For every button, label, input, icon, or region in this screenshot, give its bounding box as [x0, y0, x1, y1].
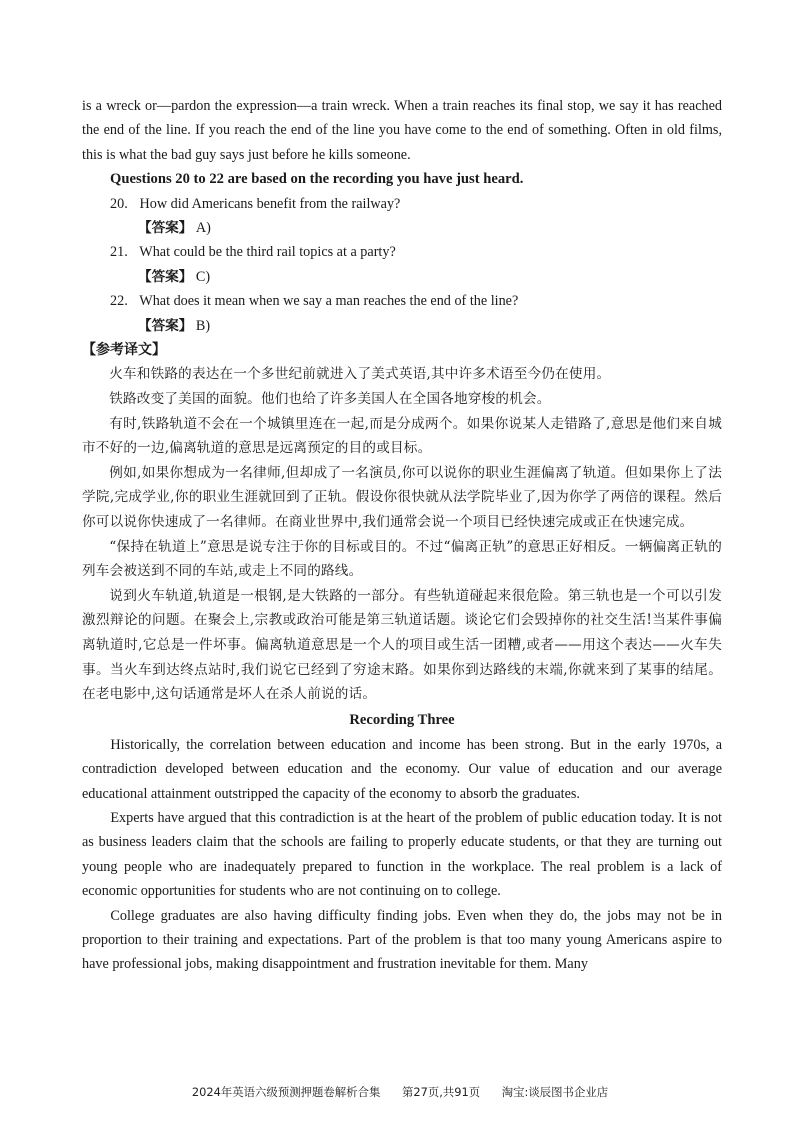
question-number: 22. [110, 293, 128, 310]
questions-heading: Questions 20 to 22 are based on the recording you have just heard. [110, 171, 524, 188]
translation-paragraph: 例如,如果你想成为一名律师,但却成了一名演员,你可以说你的职业生涯偏离了轨道。但如果你上了法学院,完成学业,你的职业生涯就回到了正轨。假设你很快就从法学院毕业了,因为你学了两倍的课程。然后你可以说你快速成了一名律师。在商业世界中,我们通常会说一个项目已经快速完成或正在快速完成。 [82, 464, 722, 531]
translation-heading: 【参考译文】 [82, 342, 166, 359]
translation-body [82, 362, 722, 706]
translation-paragraph: 火车和铁路的表达在一个多世纪前就进入了美式英语,其中许多术语至今仍在使用。 [109, 366, 611, 383]
question-item [82, 289, 722, 313]
question-list [82, 192, 722, 338]
recording-paragraph: Experts have argued that this contradiction is at the heart of the problem of public education today. It is not as business leaders claim that the schools are failing to properly educate students, or that they are turning out young people who are inadequately prepared to function in the workplace. The real problem is a lack of economic opportunities for students who are not continuing on to college. [82, 810, 722, 900]
recording-body [82, 733, 722, 977]
answer-line [82, 265, 722, 289]
recording-paragraph: College graduates are also having difficulty finding jobs. Even when they do, the jobs may not be in proportion to their training and expectations. Part of the problem is that too many young Americans aspire to have professional jobs, making disappointment and frustration inevitable for them. Many [82, 907, 722, 973]
answer-label: 【答案】 [138, 220, 193, 237]
question-number: 21. [110, 244, 128, 261]
recording-title: Recording Three [349, 711, 455, 728]
answer-line [82, 314, 722, 338]
answer-value: C) [195, 268, 211, 285]
question-text: How did Americans benefit from the railway? [139, 195, 401, 212]
answer-line [82, 216, 722, 240]
recording-paragraph: Historically, the correlation between education and income has been strong. But in the early 1970s, a contradiction developed between education and the economy. Our value of education and our average educational attainment outstripped the capacity of the economy to absorb the graduates. [82, 736, 722, 802]
continued-paragraph: is a wreck or—pardon the expression—a train wreck. When a train reaches its final stop, we say it has reached the end of the line. If you reach the end of the line you have come to the end of something. Often in old films, this is what the bad guy says just before he kills someone. [82, 98, 722, 163]
answer-label: 【答案】 [138, 317, 193, 334]
page-footer [0, 1084, 800, 1100]
translation-paragraph: 说到火车轨道,轨道是一根钢,是大铁路的一部分。有些轨道碰起来很危险。第三轨也是一个可以引发激烈辩论的问题。在聚会上,宗教或政治可能是第三轨道话题。谈论它们会毁掉你的社交生活!当某件事偏离轨道时,它总是一件坏事。偏离轨道意思是一个人的项目或生活一团糟,或者——用这个表达——火车失事。当火车到达终点站时,我们说它已经到了穷途末路。如果你到达路线的末端,你就来到了某事的结尾。在老电影中,这句话通常是坏人在杀人前说的话。 [82, 587, 722, 703]
footer-shop: 淘宝:谈辰图书企业店 [501, 1085, 609, 1099]
footer-collection-title: 2024年英语六级预测押题卷解析合集 [191, 1085, 381, 1099]
question-item [82, 240, 722, 264]
question-text: What does it mean when we say a man reaches the end of the line? [139, 293, 519, 310]
question-text: What could be the third rail topics at a party? [139, 244, 396, 261]
question-number: 20. [110, 195, 128, 212]
translation-paragraph: 铁路改变了美国的面貌。他们也给了许多美国人在全国各地穿梭的机会。 [109, 391, 551, 408]
translation-paragraph: 有时,铁路轨道不会在一个城镇里连在一起,而是分成两个。如果你说某人走错路了,意思是他们来自城市不好的一边,偏离轨道的意思是远离预定的目的或目标。 [82, 415, 722, 457]
question-item [82, 192, 722, 216]
footer-page-number: 第27页,共91页 [401, 1085, 481, 1099]
answer-value: A) [195, 220, 211, 237]
answer-label: 【答案】 [138, 268, 193, 285]
answer-value: B) [195, 317, 211, 334]
translation-paragraph: “保持在轨道上”意思是说专注于你的目标或目的。不过“偏离正轨”的意思正好相反。一辆偏离正轨的列车会被送到不同的车站,或走上不同的路线。 [82, 538, 722, 580]
